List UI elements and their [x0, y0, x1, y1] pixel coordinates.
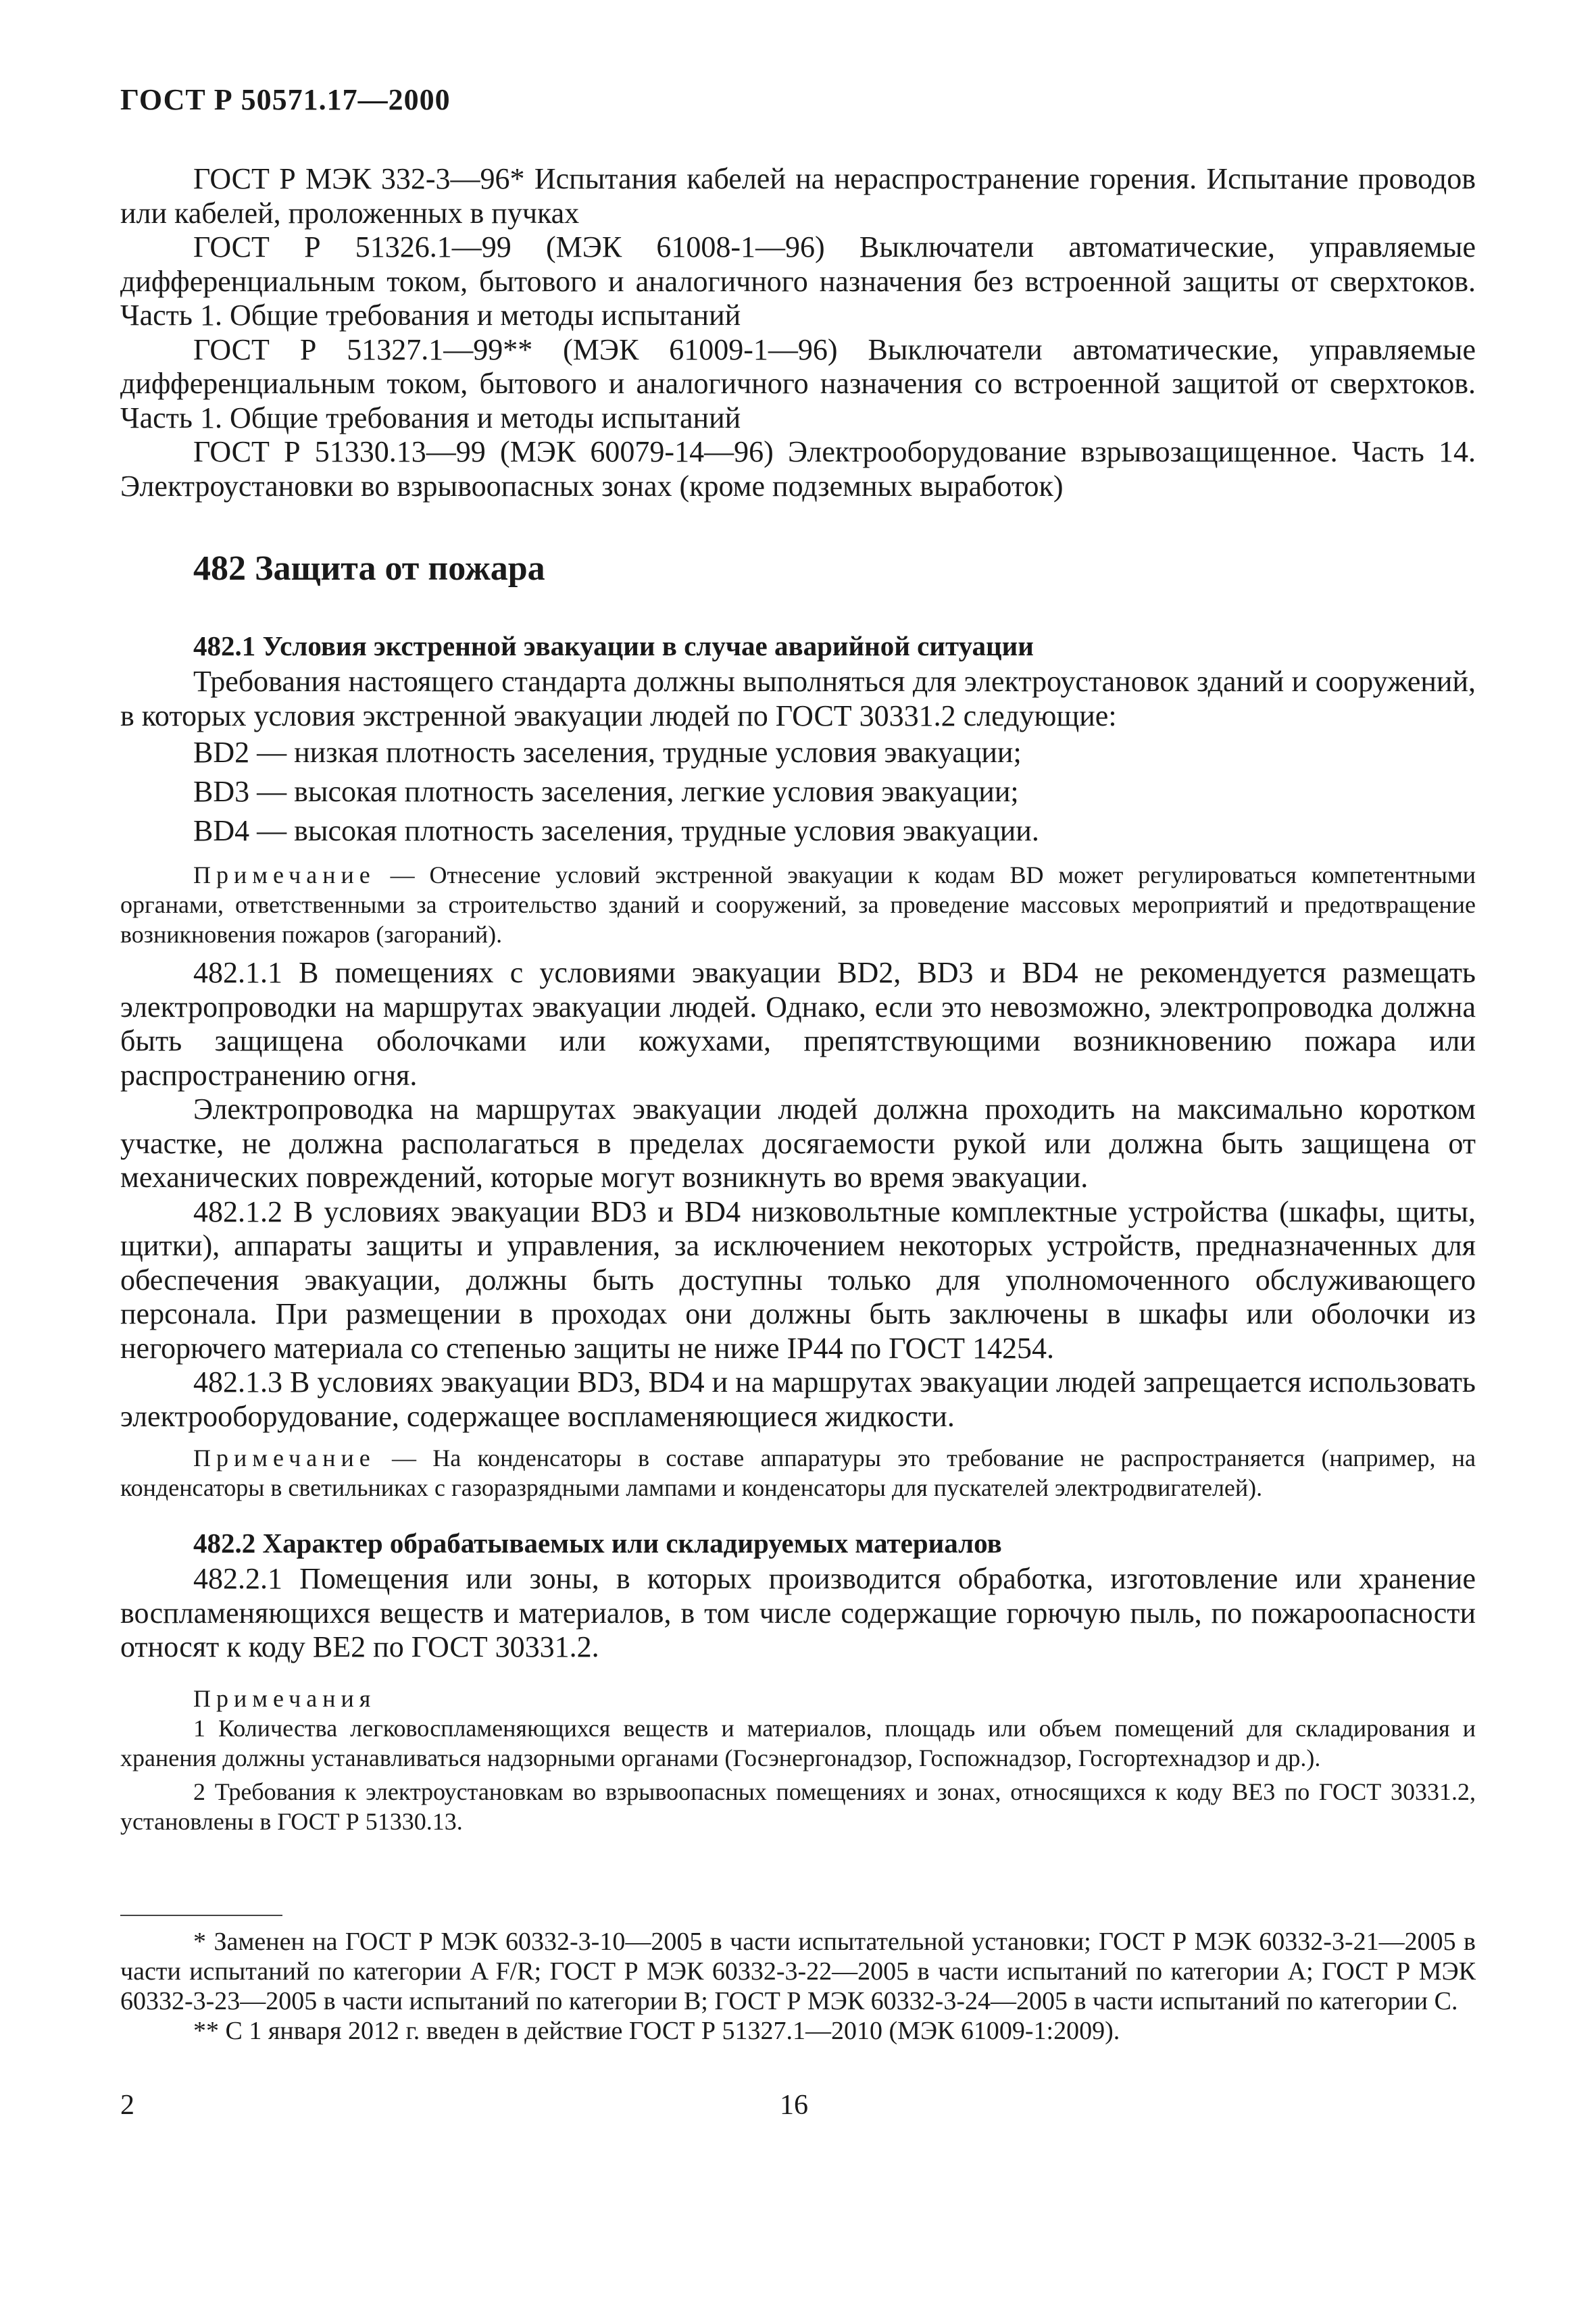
footnote: * Заменен на ГОСТ Р МЭК 60332-3-10—2005 в части испытательной установки; ГОСТ Р МЭК 60332-3-21—2005 в части испытаний по категории A F/R; ГОСТ Р МЭК 60332-3-22—2005 в части испытаний по категории А; ГОСТ Р МЭК 60332-3-23—2005 в части испытаний по категории В; ГОСТ Р МЭК 60332-3-24—2005 в части испытаний по категории С.	[120, 1928, 1476, 2015]
reference-item: ГОСТ Р МЭК 332-3—96* Испытания кабелей на нераспространение горения. Испытание проводов или кабелей, проложенных в пучках	[120, 162, 1476, 230]
normative-references	[120, 162, 1476, 503]
subsection-title: 482.1 Условия экстренной эвакуации в случае аварийной ситуации	[193, 630, 1034, 661]
notes	[120, 1684, 1476, 1836]
note	[120, 860, 1476, 949]
note-text: — Отнесение условий экстренной эвакуации к кодам BD может регулироваться компетентными органами, ответственными за строительство зданий и сооружений, за проведение массовых мероприятий и предотвращение возникновения пожаров (загораний).	[120, 861, 1476, 948]
subsection-482-2	[120, 1524, 1476, 1836]
note-label: Примечание	[193, 861, 376, 888]
page-number-left: 2	[120, 2090, 134, 2121]
reference-item: ГОСТ Р 51327.1—99** (МЭК 61009-1—96) Выключатели автоматические, управляемые дифференциальным током, бытового и аналогичного назначения со встроенной защитой от сверхтоков. Часть 1. Общие требования и методы испытаний	[120, 332, 1476, 434]
note-label: Примечание	[193, 1444, 376, 1472]
note	[120, 1443, 1476, 1503]
document-page	[120, 0, 1476, 2314]
note-item: 2 Требования к электроустановкам во взрывоопасных помещениях и зонах, относящихся к коду BE3 по ГОСТ 30331.2, установлены в ГОСТ Р 51330.13.	[120, 1778, 1476, 1835]
paragraph: 482.1.3 В условиях эвакуации BD3, BD4 и на маршрутах эвакуации людей запрещается использовать электрооборудование, содержащее воспламеняющиеся жидкости.	[120, 1365, 1476, 1433]
list-item: BD2 — низкая плотность заселения, трудные условия эвакуации;	[193, 736, 1022, 769]
reference-item: ГОСТ Р 51330.13—99 (МЭК 60079-14—96) Электрооборудование взрывозащищенное. Часть 14. Электроустановки во взрывоопасных зонах (кроме подземных выработок)	[120, 435, 1476, 503]
page-number-center: 16	[780, 2090, 808, 2121]
paragraph: 482.1.2 В условиях эвакуации BD3 и BD4 низковольтные комплектные устройства (шкафы, щиты, щитки), аппараты защиты и управления, за исключением некоторых устройств, предназначенных для обеспечения эвакуации, должны быть доступны только для уполномоченного обслуживающего персонала. При размещении в проходах они должны быть заключены в шкафы или оболочки из негорючего материала со степенью защиты не ниже IP44 по ГОСТ 14254.	[120, 1194, 1476, 1365]
subsection-title: 482.2 Характер обрабатываемых или складируемых материалов	[193, 1528, 1002, 1559]
section-title: 482 Защита от пожара	[193, 549, 545, 588]
subsection-482-1	[120, 627, 1476, 1503]
paragraph: Требования настоящего стандарта должны выполняться для электроустановок зданий и сооружений, в которых условия экстренной эвакуации людей по ГОСТ 30331.2 следующие:	[120, 665, 1476, 732]
note-text: — На конденсаторы в составе аппаратуры это требование не распространяется (например, на конденсаторы в светильниках с газоразрядными лампами и конденсаторы для пускателей электродвигателей).	[120, 1444, 1476, 1501]
code-list	[120, 733, 1476, 851]
document-header: ГОСТ Р 50571.17—2000	[120, 83, 451, 116]
paragraph: Электропроводка на маршрутах эвакуации людей должна проходить на максимально коротком участке, не должна располагаться в пределах досягаемости рукой или должна быть защищена от механических повреждений, которые могут возникнуть во время эвакуации.	[120, 1092, 1476, 1194]
footnote-separator	[120, 1915, 282, 1916]
paragraph: 482.2.1 Помещения или зоны, в которых производится обработка, изготовление или хранение воспламеняющихся веществ и материалов, в том числе содержащие горючую пыль, по пожароопасности относят к коду BE2 по ГОСТ 30331.2.	[120, 1562, 1476, 1663]
footnote: ** С 1 января 2012 г. введен в действие ГОСТ Р 51327.1—2010 (МЭК 61009-1:2009).	[193, 2017, 1120, 2045]
list-item: BD3 — высокая плотность заселения, легкие условия эвакуации;	[193, 775, 1019, 808]
notes-label: Примечания	[193, 1684, 376, 1712]
reference-item: ГОСТ Р 51326.1—99 (МЭК 61008-1—96) Выключатели автоматические, управляемые дифференциальным током, бытового и аналогичного назначения без встроенной защиты от сверхтоков. Часть 1. Общие требования и методы испытаний	[120, 230, 1476, 332]
paragraph: 482.1.1 В помещениях с условиями эвакуации BD2, BD3 и BD4 не рекомендуется размещать электропроводки на маршрутах эвакуации людей. Однако, если это невозможно, электропроводка должна быть защищена оболочками или кожухами, препятствующими возникновению пожара или распространению огня.	[120, 956, 1476, 1092]
footnotes	[120, 1927, 1476, 2046]
list-item: BD4 — высокая плотность заселения, трудные условия эвакуации.	[193, 814, 1039, 847]
note-item: 1 Количества легковоспламеняющихся веществ и материалов, площадь или объем помещений для складирования и хранения должны устанавливаться надзорными органами (Госэнергонадзор, Госпожнадзор, Госгортехнадзор и др.).	[120, 1714, 1476, 1771]
